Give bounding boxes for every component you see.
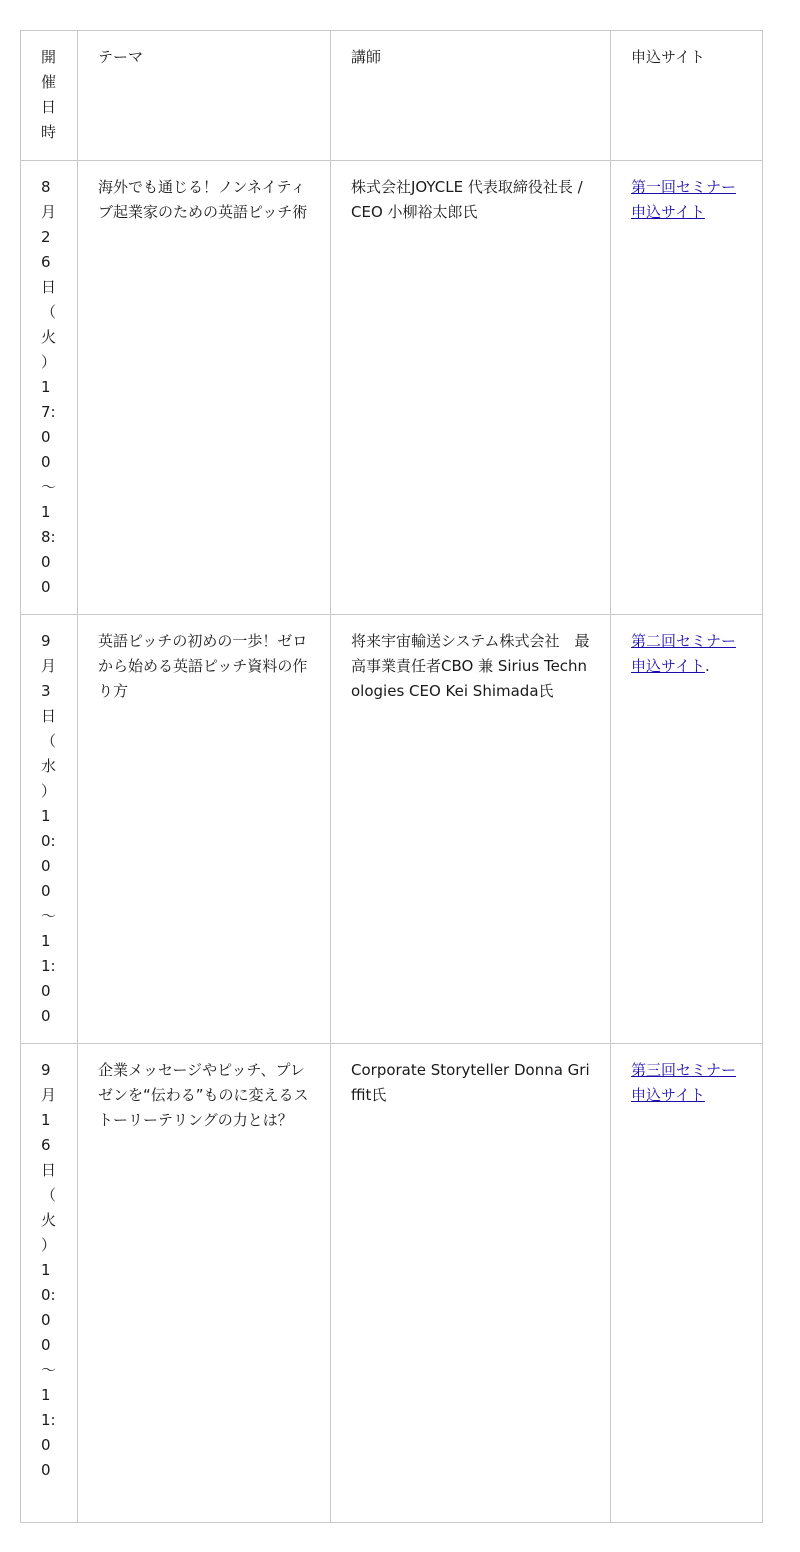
seminar-2-apply-link[interactable]: 第二回セミナー申込サイト xyxy=(631,632,737,675)
site-cell xyxy=(611,1044,763,1523)
header-theme: テーマ xyxy=(78,31,331,161)
lecturer-cell: 将来宇宙輸送システム株式会社 最高事業責任者CBO 兼 Sirius Technologies CEO Kei Shimada氏 xyxy=(331,615,611,1044)
seminar-schedule-table xyxy=(20,30,763,1523)
seminar-3-apply-link[interactable]: 第三回セミナー申込サイト xyxy=(631,1061,737,1104)
seminar-1-apply-link[interactable]: 第一回セミナー申込サイト xyxy=(631,178,737,221)
table-header-row xyxy=(21,31,763,161)
header-date: 開催日時 xyxy=(21,31,78,161)
table-row xyxy=(21,615,763,1044)
theme-cell: 企業メッセージやピッチ、プレゼンを“伝わる”ものに変えるストーリーテリングの力とは？ xyxy=(78,1044,331,1523)
date-cell: 8月26日（火）17:00～18:00 xyxy=(21,161,78,615)
table-row xyxy=(21,1044,763,1523)
lecturer-cell: 株式会社JOYCLE 代表取締役社長 / CEO 小柳裕太郎氏 xyxy=(331,161,611,615)
date-cell: 9月3日（水）10:00～11:00 xyxy=(21,615,78,1044)
site-cell xyxy=(611,161,763,615)
theme-cell: 英語ピッチの初めの一歩！ゼロから始める英語ピッチ資料の作り方 xyxy=(78,615,331,1044)
theme-cell: 海外でも通じる！ノンネイティブ起業家のための英語ピッチ術 xyxy=(78,161,331,615)
header-lecturer: 講師 xyxy=(331,31,611,161)
table-row xyxy=(21,161,763,615)
link-suffix: . xyxy=(704,657,710,675)
site-cell xyxy=(611,615,763,1044)
header-site: 申込サイト xyxy=(611,31,763,161)
lecturer-cell: Corporate Storyteller Donna Griffit氏 xyxy=(331,1044,611,1523)
date-cell: 9月16日（火）10:00～11:00 xyxy=(21,1044,78,1523)
